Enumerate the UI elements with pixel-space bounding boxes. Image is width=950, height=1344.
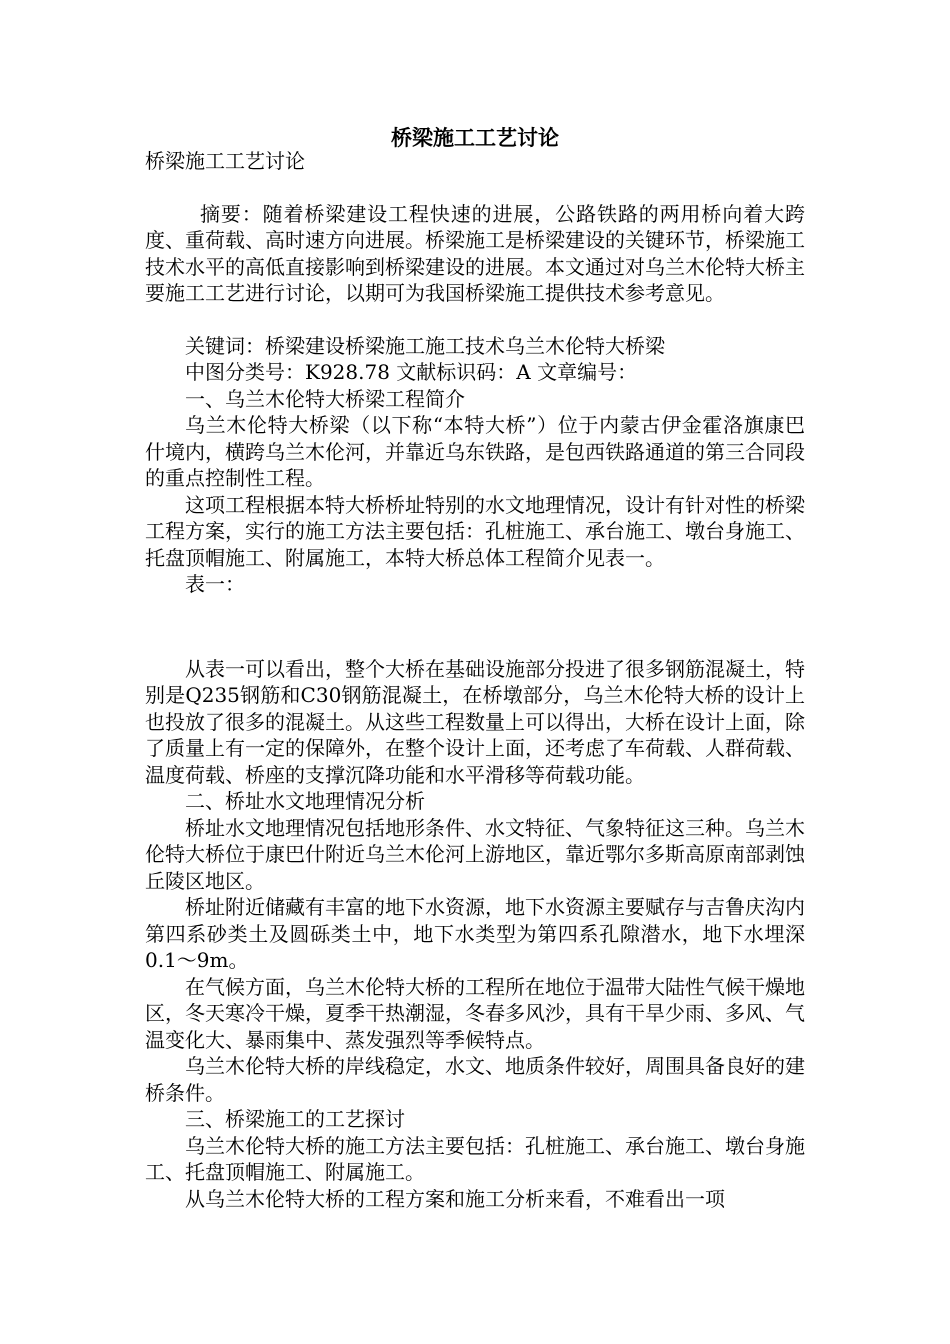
classification-line: 中图分类号：K928.78 文献标识码：A 文章编号： [185,360,638,384]
paragraph: 在气候方面，乌兰木伦特大桥的工程所在地位于温带大陆性气候干燥地区，冬天寒冷干燥，夏季干热潮湿，冬春多风沙，具有干旱少雨、多风、气温变化大、暴雨集中、蒸发强烈等季候特点。 [145,974,805,1052]
paragraph: 桥址水文地理情况包括地形条件、水文特征、气象特征这三种。乌兰木伦特大桥位于康巴什附近乌兰木伦河上游地区，靠近鄂尔多斯高原南部剥蚀丘陵区地区。 [145,815,805,893]
paragraph: 桥址附近储藏有丰富的地下水资源，地下水资源主要赋存与吉鲁庆沟内第四系砂类土及圆砾类土中，地下水类型为第四系孔隙潜水，地下水埋深0.1～9m。 [145,895,805,972]
document-body [145,148,805,1212]
keywords-line: 关键词：桥梁建设桥梁施工施工技术乌兰木伦特大桥梁 [185,333,665,358]
paragraph: 从乌兰木伦特大桥的工程方案和施工分析来看，不难看出一项 [185,1186,725,1211]
abstract-paragraph: 摘要：随着桥梁建设工程快速的进展，公路铁路的两用桥向着大跨度、重荷载、高时速方向进展。桥梁施工是桥梁建设的关键环节，桥梁施工技术水平的高低直接影响到桥梁建设的进展。本文通过对乌兰木伦特大桥主要施工工艺进行讨论，以期可为我国桥梁施工提供技术参考意见。 [145,201,805,305]
paragraph: 这项工程根据本特大桥桥址特别的水文地理情况，设计有针对性的桥梁工程方案，实行的施工方法主要包括：孔桩施工、承台施工、墩台身施工、托盘顶帽施工、附属施工，本特大桥总体工程简介见表一。 [145,492,805,570]
paragraph: 乌兰木伦特大桥梁（以下称“本特大桥”）位于内蒙古伊金霍洛旗康巴什境内，横跨乌兰木伦河，并靠近乌东铁路，是包西铁路通道的第三合同段的重点控制性工程。 [145,413,805,490]
document-title: 桥梁施工工艺讨论 [391,125,559,150]
spacer [145,307,805,333]
spacer [145,175,805,201]
paragraph: 乌兰木伦特大桥的施工方法主要包括：孔桩施工、承台施工、墩台身施工、托盘顶帽施工、附属施工。 [145,1133,805,1184]
table-label: 表一： [185,572,245,596]
section-heading-3: 三、桥梁施工的工艺探讨 [185,1107,405,1131]
table-placeholder [145,598,805,656]
paragraph: 从表一可以看出，整个大桥在基础设施部分投进了很多钢筋混凝土，特别是Q235钢筋和C30钢筋混凝土，在桥墩部分，乌兰木伦特大桥的设计上也投放了很多的混凝土。从这些工程数量上可以得出，大桥在设计上面，除了质量上有一定的保障外，在整个设计上面，还考虑了车荷载、人群荷载、温度荷载、桥座的支撑沉降功能和水平滑移等荷载功能。 [145,656,805,787]
document-subtitle: 桥梁施工工艺讨论 [145,149,305,173]
section-heading-2: 二、桥址水文地理情况分析 [185,789,425,813]
paragraph: 乌兰木伦特大桥的岸线稳定，水文、地质条件较好，周围具备良好的建桥条件。 [145,1054,805,1105]
section-heading-1: 一、乌兰木伦特大桥梁工程简介 [185,386,465,411]
